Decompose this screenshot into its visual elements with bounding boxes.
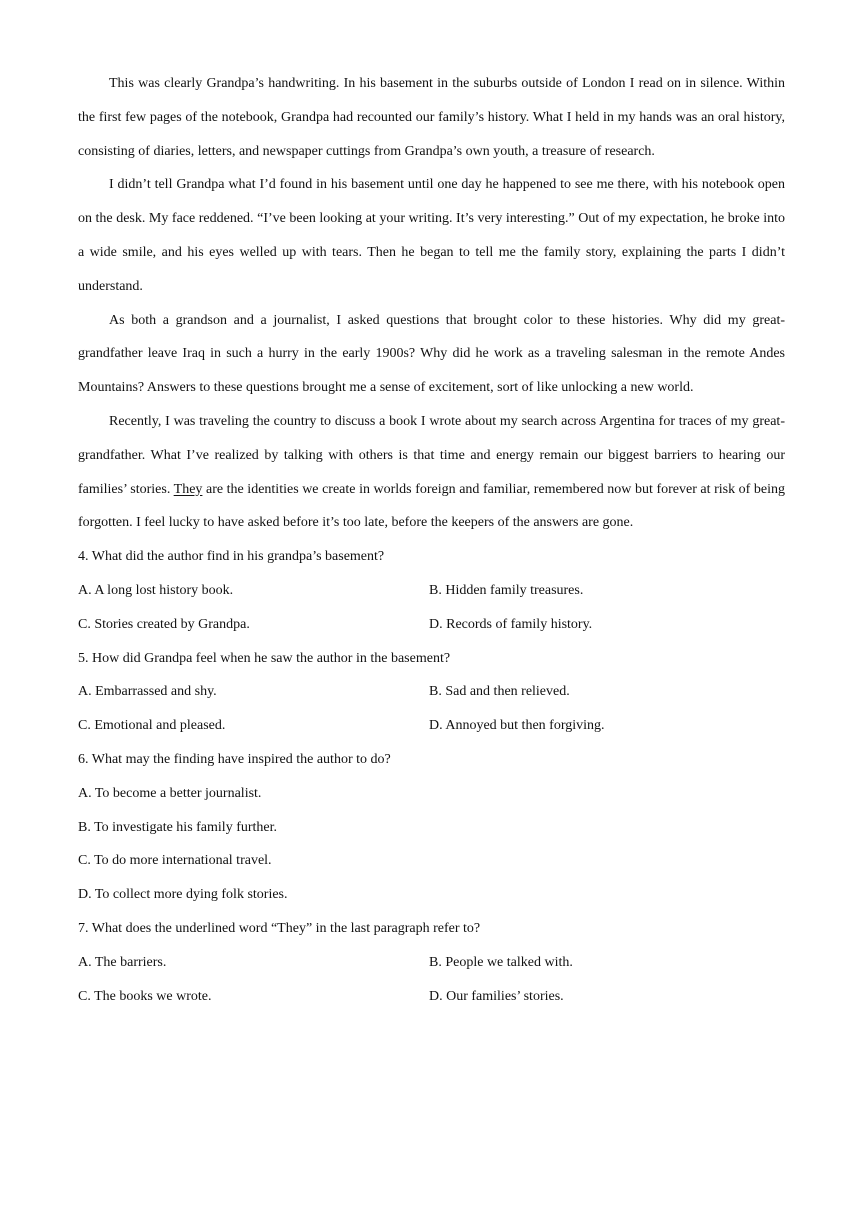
option-grid <box>78 574 785 642</box>
option-c: C. To do more international travel. <box>78 853 272 869</box>
paragraph-4-text-start: Recently, I was traveling the country to discuss a book I wrote about my search across Argentina for traces of my great-grandfather. What I’ve realized by talking with others is that time and energy remain our biggest barriers to hearing our families’ stories. <box>78 413 785 497</box>
option-c: C. Stories created by Grandpa. <box>78 616 250 632</box>
option-c: C. The books we wrote. <box>78 988 212 1004</box>
option-d: D. To collect more dying folk stories. <box>78 887 288 903</box>
option-d: D. Our families’ stories. <box>429 988 564 1004</box>
option-d: D. Records of family history. <box>429 616 593 632</box>
option-list <box>78 777 785 912</box>
underlined-word: They <box>173 481 203 497</box>
passage-paragraph-2: I didn’t tell Grandpa what I’d found in his basement until one day he happened to see me there, with his notebook open on the desk. My face reddened. “I’ve been looking at your writing. It’s very interesting.” Out of my expectation, he broke into a wide smile, and his eyes welled up with tears. Then he began to tell me the family story, explaining the parts I didn’t understand. <box>78 177 785 294</box>
option-c: C. Emotional and pleased. <box>78 718 226 734</box>
question-7 <box>78 912 785 1013</box>
paragraph-4-text-end: are the identities we create in worlds foreign and familiar, remembered now but forever at risk of being forgotten. I feel lucky to have asked before it’s too late, before the keepers of the answers are gone. <box>78 481 785 531</box>
option-a: A. A long lost history book. <box>78 582 234 598</box>
question-5 <box>78 642 785 743</box>
option-b: B. Hidden family treasures. <box>429 582 584 598</box>
option-grid <box>78 946 785 1014</box>
option-b: B. Sad and then relieved. <box>429 684 570 700</box>
passage-paragraph-4 <box>78 405 785 540</box>
question-stem: 4. What did the author find in his grandpa’s basement? <box>78 549 385 565</box>
question-6 <box>78 743 785 912</box>
option-b: B. To investigate his family further. <box>78 819 278 835</box>
option-a: A. Embarrassed and shy. <box>78 684 217 700</box>
option-b: B. People we talked with. <box>429 954 573 970</box>
question-4 <box>78 540 785 641</box>
option-a: A. The barriers. <box>78 954 167 970</box>
question-stem: 7. What does the underlined word “They” in the last paragraph refer to? <box>78 920 481 936</box>
option-d: D. Annoyed but then forgiving. <box>429 718 605 734</box>
passage-paragraph-1: This was clearly Grandpa’s handwriting. In his basement in the suburbs outside of London I read on in silence. Within the first few pages of the notebook, Grandpa had recounted our family’s history. What I held in my hands was an oral history, consisting of diaries, letters, and newspaper cuttings from Grandpa’s own youth, a treasure of research. <box>78 76 785 159</box>
question-stem: 5. How did Grandpa feel when he saw the author in the basement? <box>78 650 451 666</box>
question-stem: 6. What may the finding have inspired the author to do? <box>78 751 391 767</box>
passage-paragraph-3: As both a grandson and a journalist, I asked questions that brought color to these histories. Why did my great-grandfather leave Iraq in such a hurry in the early 1900s? Why did he work as a traveling salesman in the remote Andes Mountains? Answers to these questions brought me a sense of excitement, sort of like unlocking a new world. <box>78 312 785 396</box>
option-a: A. To become a better journalist. <box>78 785 262 801</box>
document-page <box>78 67 785 1013</box>
option-grid <box>78 675 785 743</box>
